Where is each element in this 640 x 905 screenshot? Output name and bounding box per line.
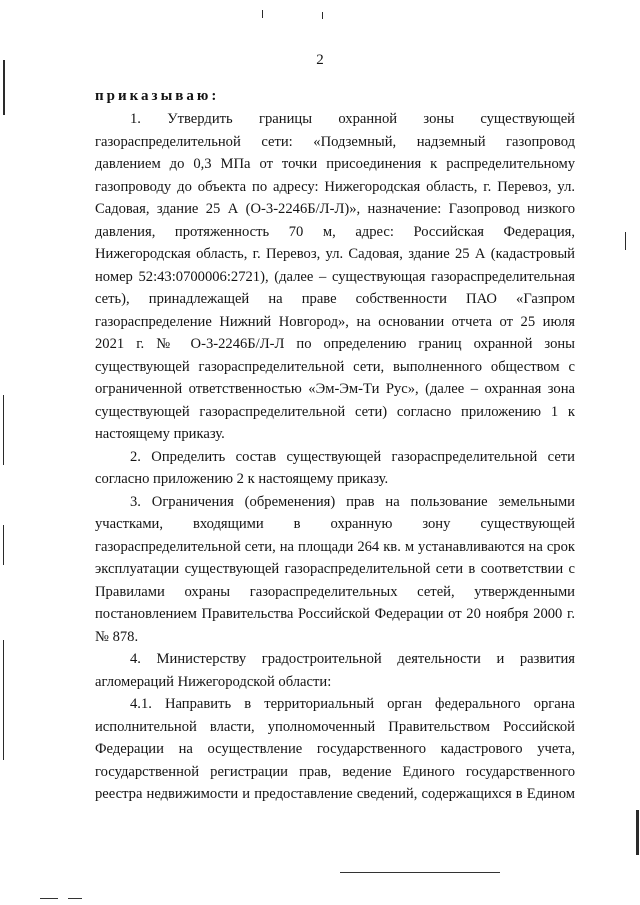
document-body — [95, 108, 575, 806]
scan-edge-mark — [3, 525, 4, 565]
scan-edge-mark — [262, 10, 263, 18]
paragraph-3: 3. Ограничения (обременения) прав на пользование земельными участками, входящими в охранную зону существующей газораспределительной сети, на площади 264 кв. м устанавливаются на срок эксплуатации существующей газораспределительной сети в соответствии с Правилами охраны газораспределительных сетей, утвержденными постановлением Правительства Российской Федерации от 20 ноября 2000 г. № 878. — [95, 493, 575, 645]
scan-edge-mark — [3, 60, 5, 115]
scan-edge-mark — [3, 395, 4, 465]
scan-bottom-line — [68, 898, 82, 899]
paragraph-2: 2. Определить состав существующей газораспределительной сети согласно приложению 2 к настоящему приказу. — [95, 448, 575, 487]
paragraph-4: 4. Министерству градостроительной деятельности и развития агломераций Нижегородской области: — [95, 651, 575, 690]
scan-bottom-line — [340, 872, 500, 873]
paragraph-4-1: 4.1. Направить в территориальный орган федерального органа исполнительной власти, уполномоченный Правительством Российской Федерации на осуществление государственного кадастрового учета, государственной регистрации прав, ведение Единого государственного реестра недвижимости и предоставление сведений, содержащихся в Едином — [95, 696, 575, 802]
order-heading: приказываю: — [95, 88, 220, 104]
scan-bottom-line — [40, 898, 58, 899]
scan-edge-mark — [636, 810, 639, 855]
scan-edge-mark — [625, 232, 626, 250]
scan-edge-mark — [3, 640, 4, 760]
scan-edge-mark — [322, 12, 323, 19]
page-number: 2 — [316, 52, 324, 68]
paragraph-1: 1. Утвердить границы охранной зоны существующей газораспределительной сети: «Подземный, надземный газопровод давлением до 0,3 МПа от точки присоединения к распределительному газопроводу до объекта по адресу: Нижегородская область, г. Перевоз, ул. Садовая, здание 25 А (О-3-2246Б/Л-Л)», назначение: Газопровод низкого давления, протяженность 70 м, адрес: Российская Федерация, Нижегородская область, г. Перевоз, ул. Садовая, здание 25 А (кадастровый номер 52:43:0700006:2721), (далее – существующая газораспределительная сеть), принадлежащей на праве собственности ПАО «Газпром газораспределение Нижний Новгород», на основании отчета от 25 июля 2021 г. № О-3-2246Б/Л-Л по определению границ охранной зоны существующей газораспределительной сети, выполненного обществом с ограниченной ответственностью «Эм-Эм-Ти Рус», (далее – охранная зона существующей газораспределительной сети) согласно приложению 1 к настоящему приказу. — [95, 111, 575, 442]
